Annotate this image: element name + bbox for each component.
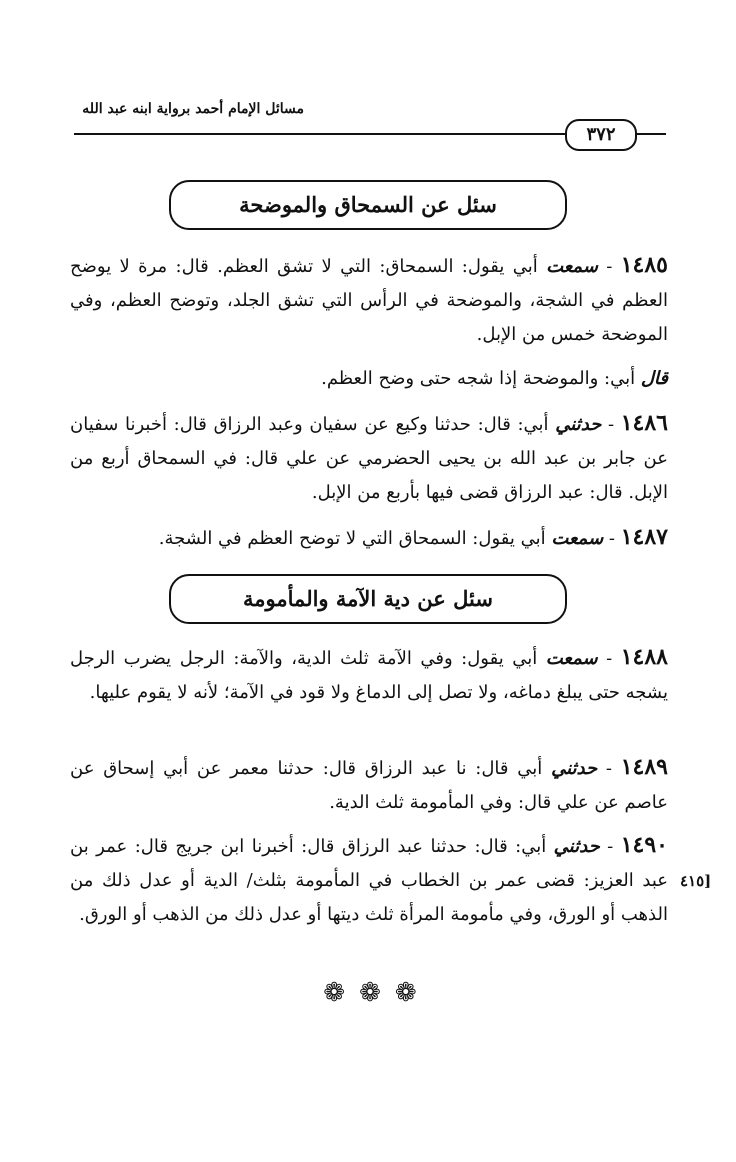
paragraph-1486: ١٤٨٦ - حدثني أبي: قال: حدثنا وكيع عن سفيان وعبد الرزاق قال: أخبرنا سفيان عن جابر بن عبد الله بن يحيى الحضرمي عن علي قال: في السمحاق أربع من الإبل. قال: عبد الرزاق قضى فيها بأربع من الإبل. xyxy=(70,410,668,503)
page-number: ٣٧٢ xyxy=(565,119,637,151)
entry-number: ١٤٨٩ xyxy=(620,754,668,780)
paragraph-1488: ١٤٨٨ - سمعت أبي يقول: وفي الآمة ثلث الدية، والآمة: الرجل يضرب الرجل يشجه حتى يبلغ دماغه، ولا تصل إلى الدماغ ولا قود في الآمة؛ لأنه لا يقوم عليها. xyxy=(70,644,668,703)
entry-number: ١٤٨٧ xyxy=(620,524,668,550)
entry-lead-word: سمعت xyxy=(545,648,598,669)
chapter-heading-1: سئل عن السمحاق والموضحة xyxy=(169,180,567,230)
entry-lead-word: حدثني xyxy=(553,836,600,857)
entry-lead-word: سمعت xyxy=(546,256,598,277)
entry-number: ١٤٨٥ xyxy=(620,252,668,278)
entry-lead-word: حدثني xyxy=(555,414,602,435)
entry-text: أبي يقول: السمحاق: التي لا تشق العظم. قال: مرة لا يوضح العظم في الشجة، والموضحة في الرأس التي تشق الجلد، وتوضح العظم، وفي الموضحة خمس من الإبل. xyxy=(70,256,668,345)
entry-lead-word: سمعت xyxy=(551,528,604,549)
paragraph-1489: ١٤٨٩ - حدثني أبي قال: نا عبد الرزاق قال: حدثنا معمر عن أبي إسحاق عن عاصم عن علي قال: وفي المأمومة ثلث الدية. xyxy=(70,754,668,813)
entry-text: أبي يقول: السمحاق التي لا توضح العظم في الشجة. xyxy=(158,528,552,549)
entry-text: أبي: والموضحة إذا شجه حتى وضح العظم. xyxy=(321,368,641,389)
entry-text: أبي: قال: حدثنا عبد الرزاق قال: أخبرنا ابن جريج قال: عمر بن عبد العزيز: قضى عمر بن الخطاب في المأمومة بثلث/ الدية أو عدل ذلك من الذهب أو الورق، وفي مأمومة المرأة ثلث ديتها أو عدل ذلك من الذهب أو الورق. xyxy=(70,836,668,925)
paragraph-father-said xyxy=(70,362,668,396)
paragraph-1490: ١٤٩٠ - حدثني أبي: قال: حدثنا عبد الرزاق قال: أخبرنا ابن جريج قال: عمر بن عبد العزيز: قضى عمر بن الخطاب في المأمومة بثلث/ الدية أو عدل ذلك من الذهب أو الورق، وفي مأمومة المرأة ثلث ديتها أو عدل ذلك من الذهب أو الورق. xyxy=(70,832,668,925)
entry-lead-word: حدثني xyxy=(551,758,598,779)
entry-text: أبي يقول: وفي الآمة ثلث الدية، والآمة: الرجل يضرب الرجل يشجه حتى يبلغ دماغه، ولا تصل إلى الدماغ ولا قود في الآمة؛ لأنه لا يقوم عليها. xyxy=(70,648,668,703)
flower-ornament-icon: ❁ xyxy=(394,978,417,1008)
entry-number: ١٤٨٨ xyxy=(620,644,668,670)
entry-lead-word: قال xyxy=(640,368,668,389)
paragraph-1485: ١٤٨٥ - سمعت أبي يقول: السمحاق: التي لا تشق العظم. قال: مرة لا يوضح العظم في الشجة، والموضحة في الرأس التي تشق الجلد، وتوضح العظم، وفي الموضحة خمس من الإبل. xyxy=(70,252,668,345)
chapter-heading-2: سئل عن دية الآمة والمأمومة xyxy=(169,574,567,624)
running-title: مسائل الإمام أحمد برواية ابنه عبد الله xyxy=(82,101,304,117)
entry-text: أبي: قال: حدثنا وكيع عن سفيان وعبد الرزاق قال: أخبرنا سفيان عن جابر بن عبد الله بن يحيى الحضرمي عن علي قال: في السمحاق أربع من الإبل. قال: عبد الرزاق قضى فيها بأربع من الإبل. xyxy=(70,414,668,503)
section-end-ornaments xyxy=(300,978,440,1008)
entry-number: ١٤٨٦ xyxy=(620,410,668,436)
flower-ornament-icon: ❁ xyxy=(359,978,381,1008)
entry-text: أبي قال: نا عبد الرزاق قال: حدثنا معمر عن أبي إسحاق عن عاصم عن علي قال: وفي المأمومة ثلث الدية. xyxy=(70,758,668,813)
flower-ornament-icon: ❁ xyxy=(323,978,346,1008)
paragraph-1487: ١٤٨٧ - سمعت أبي يقول: السمحاق التي لا توضح العظم في الشجة. xyxy=(158,524,668,550)
margin-folio-reference: [٤١٥ xyxy=(680,872,712,890)
entry-number: ١٤٩٠ xyxy=(620,832,668,858)
